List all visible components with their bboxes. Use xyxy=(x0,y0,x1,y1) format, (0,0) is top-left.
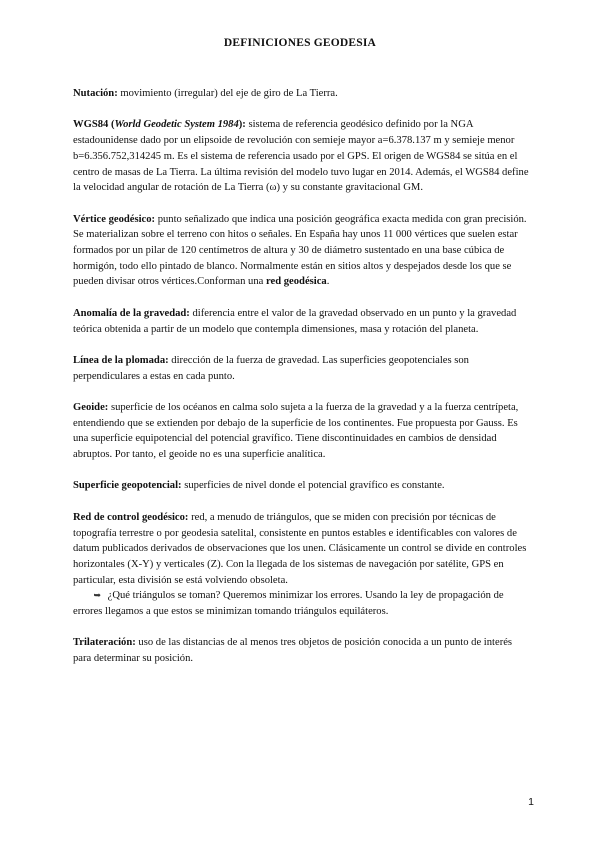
definition-text: superficie de los océanos en calma solo sujeta a la fuerza de la gravedad y a la fuerza centrípeta, entendiendo que se extienden por debajo de la superficie de los continentes. Fue propuesta por Gauss. Es una superficie equipotencial del potencial gravífico. Tiene discontinuidades en cambios de densidad abruptos. Por tanto, el geoide no es una superficie analítica. xyxy=(73,401,519,461)
definition-text: superficies de nivel donde el potencial gravífico es constante. xyxy=(181,480,445,492)
definition-text: uso de las distancias de al menos tres objetos de posición conocida a un punto de interés para determinar su posición. xyxy=(73,637,513,665)
term-suffix: ): xyxy=(238,119,246,131)
definition-text-end: . xyxy=(326,276,330,288)
page-number: 1 xyxy=(528,796,534,808)
definition-text-bold: red geodésica xyxy=(266,276,327,288)
definition-anomalia-gravedad xyxy=(73,306,529,337)
definition-superficie-geopotencial xyxy=(73,478,529,494)
definition-text: sistema de referencia geodésico definido por la NGA estadounidense dado por un elipsoide de revolución con semieje mayor a=6.378.137 m y semieje menor b=6.356.752,314245 m. Es el sistema de referencia usado por el GPS. El origen de WGS84 se sitúa en el centro de masas de La Tierra. La última revisión del modelo tuvo lugar en 2014. Además, el WGS84 define la velocidad angular de rotación de La Tierra (ω) y su constante gravitacional GM. xyxy=(73,119,529,194)
definition-term: Red de control geodésico: xyxy=(73,511,189,523)
definition-term xyxy=(73,119,246,130)
definition-trilateracion xyxy=(73,635,529,666)
definition-text: punto señalizado que indica una posición geográfica exacta medida con gran precisión. Se materializan sobre el terreno con hitos o señales. En España hay unos 11 000 vértices que suelen estar formados por un pilar de 120 centímetros de altura y 30 de diámetro sustentado en una base cúbica de hormigón, todo ello pintado de blanco. Normalmente están en sitios altos y despejados desde los que se pueden divisar otros vértices.Conforman una xyxy=(73,213,527,288)
definition-text: movimiento (irregular) del eje de giro de La Tierra. xyxy=(117,88,338,99)
page-title: DEFINICIONES GEODESIA xyxy=(223,37,377,49)
definitions-list xyxy=(73,86,529,683)
definition-subnote xyxy=(73,588,529,619)
definition-term: Trilateración: xyxy=(73,637,136,649)
definition-text: red, a menudo de triángulos, que se miden con precisión por técnicas de topografía terrestre o por geodesia satelital, consistente en puntos estables e identificables con valores de datum publicados derivados de observaciones que los unen. Clásicamente un control se divide en controles horizontales (X-Y) y verticales (Z). Con la llegada de los sistemas de navegación por satélite, GPS en particular, esta división se está volviendo obsoleta. xyxy=(73,511,527,586)
definition-geoide xyxy=(73,400,529,463)
term-italic: World Geodetic System 1984 xyxy=(114,119,239,131)
definition-wgs84 xyxy=(73,117,529,196)
definition-linea-plomada xyxy=(73,353,529,384)
definition-nutacion xyxy=(73,86,529,102)
definition-main xyxy=(73,510,529,589)
term-prefix: WGS84 ( xyxy=(73,119,115,131)
definition-red-control-geodesico xyxy=(73,510,529,620)
definition-term: Geoide: xyxy=(73,401,109,413)
subnote-text: ¿Qué triángulos se toman? Queremos minimizar los errores. Usando la ley de propagación de errores llegamos a que estos se minimizan tomando triángulos equiláteros. xyxy=(73,590,504,618)
definition-text: dirección de la fuerza de gravedad. Las superficies geopotenciales son perpendiculares a estas en cada punto. xyxy=(73,354,469,382)
definition-term: Vértice geodésico: xyxy=(73,213,156,225)
definition-term: Línea de la plomada: xyxy=(73,354,169,366)
definition-term: Superficie geopotencial: xyxy=(73,480,182,492)
definition-vertice-geodesico xyxy=(73,212,529,291)
arrow-icon: ➥ xyxy=(93,590,101,601)
definition-term: Anomalía de la gravedad: xyxy=(73,307,190,319)
definition-text: diferencia entre el valor de la gravedad observado en un punto y la gravedad teórica obtenida a partir de un modelo que contempla dimensiones, masa y rotación del planeta. xyxy=(73,307,517,335)
definition-term: Nutación: xyxy=(73,88,118,99)
